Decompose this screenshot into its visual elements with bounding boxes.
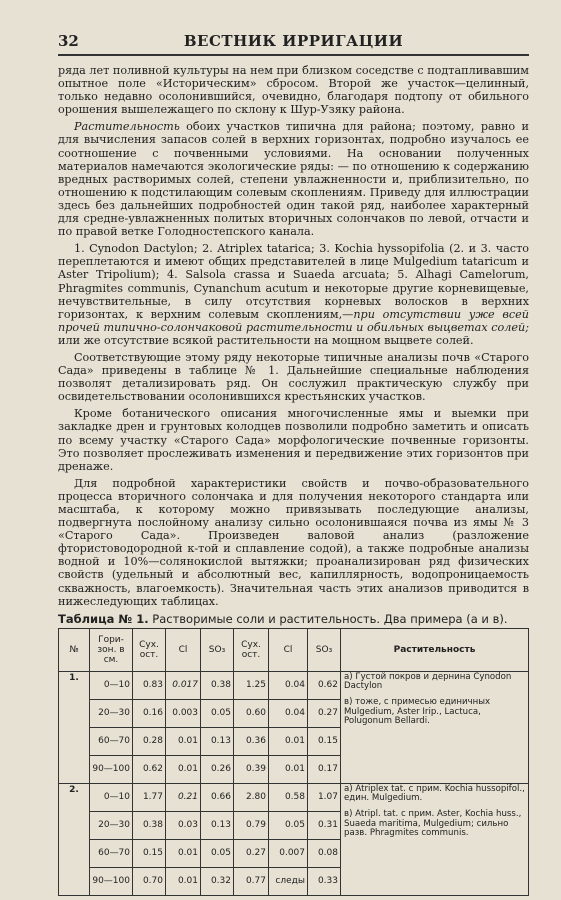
- cell-so3_1: 0.26: [201, 755, 234, 783]
- col-header-cl-b: Cl: [269, 628, 308, 671]
- cell-cl1: 0.21: [166, 783, 201, 811]
- paragraph-text: 1. Cynodon Dactylon; 2. Atriplex tatarica; 3. Kochia hyssopifolia (2. и 3. часто переплетаются и имеют общих представителей в лице Mulgedium tataricum и Aster Tripolium); 4. Salsola crassa и Suaeda arcuata; 5. Alhagi Camelorum, Phragmites communis, Cynanchum acutum и некоторые другие корневищевые, нечувствительные, в силу отсутствия корневых волосков в верхних горизонтах, к верхним солевым скоплениям,—: [58, 242, 529, 321]
- cell-cl2: 0.04: [269, 671, 308, 699]
- article-body: [58, 64, 529, 608]
- cell-depth: 20—30: [90, 811, 133, 839]
- cell-depth: 90—100: [90, 867, 133, 895]
- sample-number: 1.: [59, 671, 90, 783]
- cell-cl1: 0.01: [166, 727, 201, 755]
- cell-cl2: 0.01: [269, 727, 308, 755]
- cell-cl1: 0.003: [166, 699, 201, 727]
- paragraph-p6: [58, 477, 529, 608]
- vegetation-note: в) тоже, с примесью единичных Mulgedium, Aster Irip., Lactuca, Polugonum Bellardi.: [344, 696, 491, 727]
- page-number: 32: [58, 32, 79, 50]
- paragraph-p4: [58, 351, 529, 403]
- cell-depth: 90—100: [90, 755, 133, 783]
- salts-table: [58, 628, 529, 896]
- cell-dry2: 1.25: [234, 671, 269, 699]
- cell-dry1: 0.62: [133, 755, 166, 783]
- paragraph-text: Кроме ботанического описания многочисленные ямы и выемки при закладке дрен и грунтовых колодцев позволили подробно заметить и описать по всему участку «Старого Сада» морфологические почвенные горизонты. Это позволяет прослеживать изменения и передвижение этих горизонтов при дренаже.: [58, 407, 529, 473]
- cell-so3_2: 0.17: [308, 755, 341, 783]
- paragraph-text: или же отсутствие всякой растительности на мощном выцвете солей.: [58, 333, 474, 347]
- cell-so3_2: 0.62: [308, 671, 341, 699]
- cell-dry1: 0.16: [133, 699, 166, 727]
- cell-cl1: 0.01: [166, 755, 201, 783]
- table-caption-text: Растворимые соли и растительность. Два примера (а и в).: [148, 611, 508, 626]
- paragraph-text: обоих участков типична для района; поэтому, равно и для вычисления запасов солей в верхних горизонтах, подробно изучалось ее соотношение с почвенными условиями. На основании полученных материалов намечаются экологические ряды: — по отношению к содержанию вредных растворимых солей, степени увлажненности и, приблизительно, по отношению к подстилающим солевым скоплениям. Приведу для иллюстрации здесь без дальнейших подробностей один такой ряд, наиболее характерный для средне-увлажненных политых вторичных солончаков по левой, отчасти и по правой ветке Голодностепского канала.: [58, 120, 529, 239]
- cell-so3_2: 0.31: [308, 811, 341, 839]
- cell-cl2: 0.05: [269, 811, 308, 839]
- cell-so3_1: 0.05: [201, 699, 234, 727]
- cell-dry2: 2.80: [234, 783, 269, 811]
- cell-cl1: 0.017: [166, 671, 201, 699]
- cell-dry2: 0.27: [234, 839, 269, 867]
- cell-cl1: 0.01: [166, 839, 201, 867]
- paragraph-text: Для подробной характеристики свойств и почво-образовательного процесса вторичного солончака и для получения некоторого стандарта или масштаба, к которому можно привязывать последующие анализы, подвергнута послойному анализу сильно осолонившаяся почва из ямы № 3 «Старого Сада». Произведен валовой анализ (разложение фтористоводородной к-той и сплавление содой), а также подробные анализы водной и 10%—солянокислой вытяжки; проанализирован ряд физических свойств (удельный и абсолютный вес, капиллярность, водопроницаемость скважность, влагоемкость). Значительная часть этих анализов приводится в нижеследующих таблицах.: [58, 476, 529, 608]
- vegetation-cell: [341, 783, 529, 895]
- col-header-so3-b: SO₃: [308, 628, 341, 671]
- cell-depth: 60—70: [90, 727, 133, 755]
- cell-depth: 0—10: [90, 671, 133, 699]
- paragraph-text: при отсутствии уже всей прочей типично-солончаковой растительности и обильных выцветах солей;: [58, 307, 529, 334]
- paragraph-text: ряда лет поливной культуры на нем при близком соседстве с подтапливавшим опытное поле «Историческим» сбросом. Второй же участок—целинный, только недавно осолонившийся, очевидно, благодаря подтопу от обильного орошения вышележащего по склону к Шур-Узяку района.: [58, 64, 529, 117]
- vegetation-note: в) Atripl. tat. с прим. Aster, Kochia huss., Suaeda maritima, Mulgedium; сильно разв. Phragmites communis.: [344, 808, 522, 839]
- col-header-number: №: [59, 628, 90, 671]
- cell-dry1: 0.70: [133, 867, 166, 895]
- col-header-cl-a: Cl: [166, 628, 201, 671]
- cell-so3_1: 0.13: [201, 811, 234, 839]
- cell-cl2: 0.01: [269, 755, 308, 783]
- vegetation-note: а) Густой покров и дернина Cynodon Dactylon: [344, 671, 512, 692]
- table-row: [59, 783, 529, 811]
- table-body: [59, 671, 529, 895]
- cell-so3_2: 1.07: [308, 783, 341, 811]
- cell-so3_2: 0.15: [308, 727, 341, 755]
- paragraph-text: Соответствующие этому ряду некоторые типичные анализы почв «Старого Сада» приведены в таблице № 1. Дальнейшие специальные наблюдения позволят детализировать ряд. Он сослужил практическую службу при освидетельствовании осолонившихся крестьянских участков.: [58, 350, 529, 404]
- cell-depth: 60—70: [90, 839, 133, 867]
- page-header: [58, 26, 529, 56]
- cell-cl2: 0.04: [269, 699, 308, 727]
- paragraph-p1: [58, 64, 529, 116]
- cell-so3_2: 0.27: [308, 699, 341, 727]
- cell-dry1: 1.77: [133, 783, 166, 811]
- cell-dry1: 0.83: [133, 671, 166, 699]
- paragraph-p2: [58, 120, 529, 238]
- paragraph-text: Растительность: [74, 120, 180, 134]
- col-header-depth: Гори-зон. в см.: [90, 628, 133, 671]
- cell-so3_1: 0.38: [201, 671, 234, 699]
- vegetation-cell: [341, 671, 529, 783]
- table-row: [59, 671, 529, 699]
- cell-dry2: 0.60: [234, 699, 269, 727]
- col-header-so3-a: SO₃: [201, 628, 234, 671]
- cell-so3_2: 0.33: [308, 867, 341, 895]
- vegetation-note: а) Atriplex tat. с прим. Kochia hussopifol., един. Mulgedium.: [344, 783, 525, 804]
- cell-so3_1: 0.32: [201, 867, 234, 895]
- table-header-row: [59, 628, 529, 671]
- sample-number: 2.: [59, 783, 90, 895]
- cell-depth: 20—30: [90, 699, 133, 727]
- cell-so3_1: 0.66: [201, 783, 234, 811]
- cell-cl2: 0.58: [269, 783, 308, 811]
- paragraph-p3: [58, 242, 529, 347]
- table-caption: [58, 612, 529, 626]
- cell-dry2: 0.36: [234, 727, 269, 755]
- cell-cl2: следы: [269, 867, 308, 895]
- cell-so3_1: 0.05: [201, 839, 234, 867]
- cell-dry2: 0.39: [234, 755, 269, 783]
- cell-dry2: 0.79: [234, 811, 269, 839]
- cell-dry1: 0.28: [133, 727, 166, 755]
- cell-cl1: 0.03: [166, 811, 201, 839]
- cell-so3_1: 0.13: [201, 727, 234, 755]
- cell-dry1: 0.15: [133, 839, 166, 867]
- cell-depth: 0—10: [90, 783, 133, 811]
- cell-cl1: 0.01: [166, 867, 201, 895]
- journal-title: ВЕСТНИК ИРРИГАЦИИ: [183, 32, 404, 50]
- paragraph-p5: [58, 407, 529, 472]
- cell-dry2: 0.77: [234, 867, 269, 895]
- col-header-dry-b: Сух. ост.: [234, 628, 269, 671]
- cell-dry1: 0.38: [133, 811, 166, 839]
- cell-cl2: 0.007: [269, 839, 308, 867]
- col-header-vegetation: Растительность: [341, 628, 529, 671]
- col-header-dry-a: Сух. ост.: [133, 628, 166, 671]
- table-caption-number: Таблица № 1.: [58, 611, 149, 626]
- cell-so3_2: 0.08: [308, 839, 341, 867]
